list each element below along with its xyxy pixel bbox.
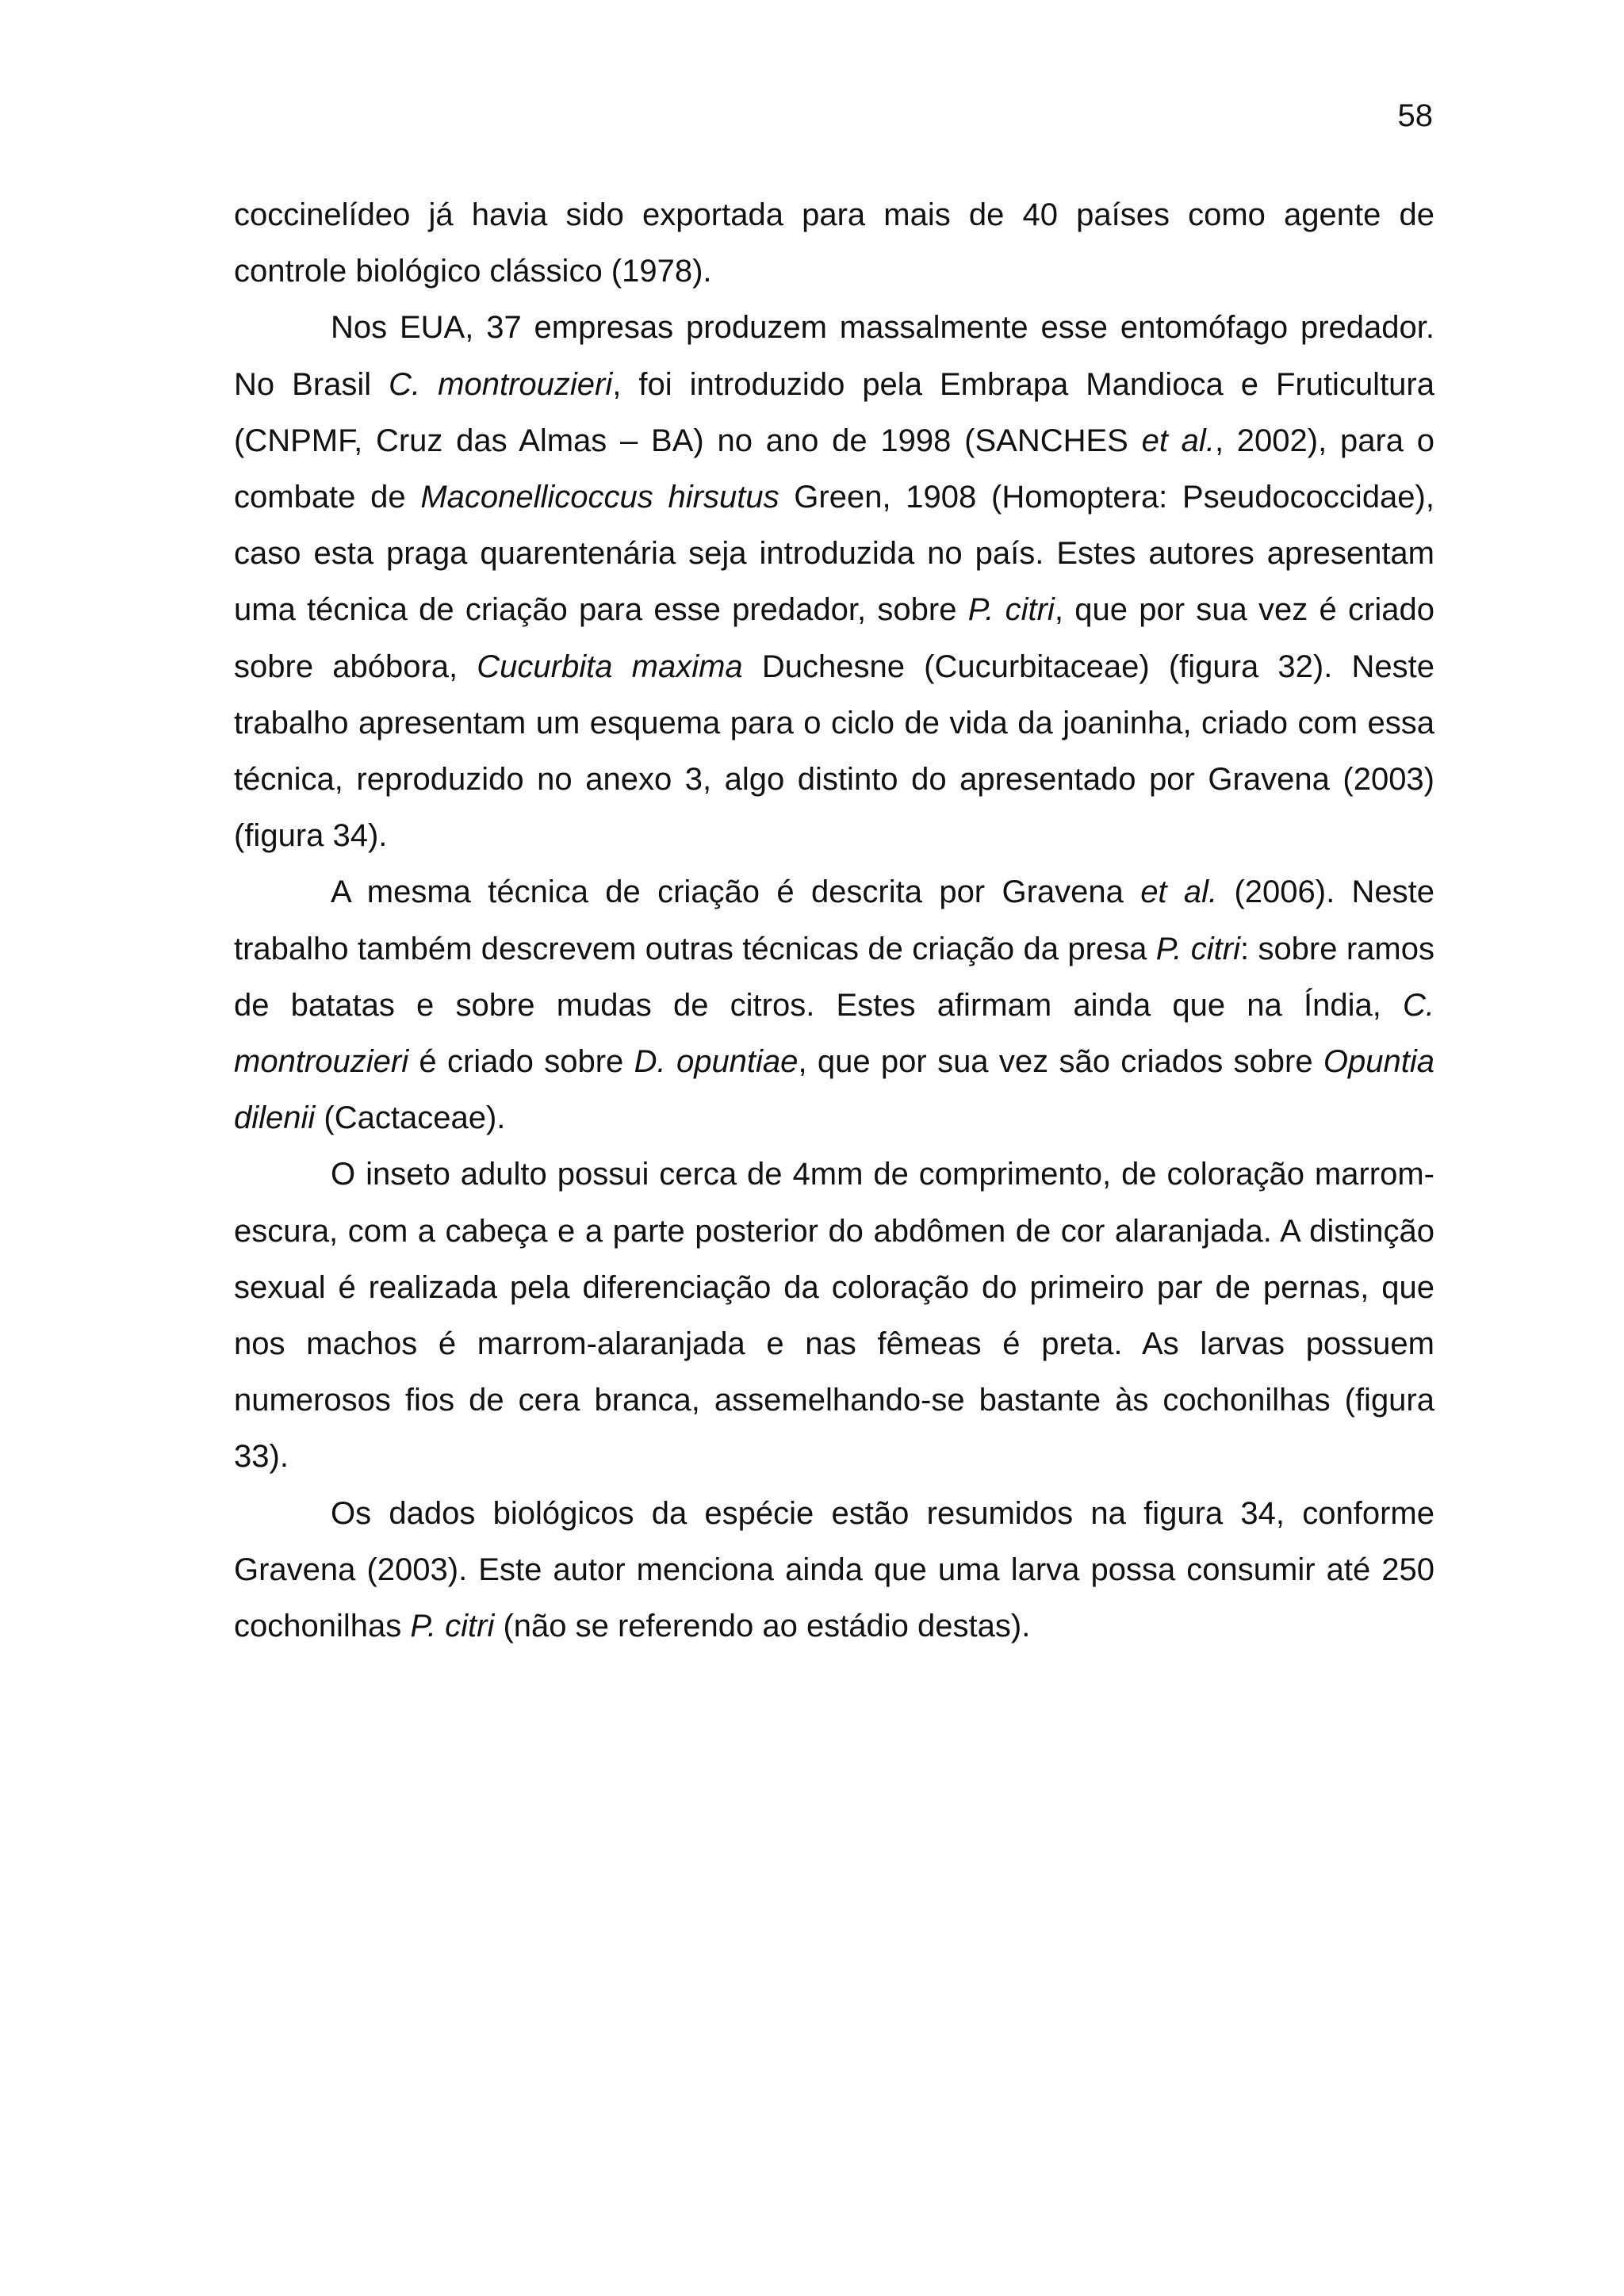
text-segment: (não se referendo ao estádio destas).: [494, 1609, 1031, 1644]
text-segment: Os dados biológicos da espécie estão resumidos na figura 34, conforme Gravena (2003). Este autor menciona ainda que uma larva possa consumir até 250 cochonilhas: [234, 1495, 1434, 1644]
text-segment: (2006). Neste trabalho também descrevem outras técnicas de criação da presa: [234, 874, 1434, 966]
paragraph: [234, 187, 1434, 300]
italic-term: et al.: [1141, 423, 1215, 458]
paragraph: [234, 300, 1434, 864]
italic-term: P. citri: [1155, 931, 1240, 966]
italic-term: Cucurbita maxima: [477, 649, 743, 684]
paragraph: [234, 1486, 1434, 1655]
italic-term: D. opuntiae: [634, 1044, 799, 1080]
text-segment: , que por sua vez são criados sobre: [798, 1044, 1323, 1080]
italic-term: P. citri: [410, 1609, 495, 1644]
text-segment: Nos EUA, 37 empresas produzem massalmente esse entomófago predador. No Brasil: [234, 310, 1434, 402]
body-text: [234, 187, 1434, 1655]
italic-term: Opuntia dilenii: [234, 1044, 1435, 1136]
text-segment: , 2002), para o combate de: [234, 423, 1435, 515]
text-segment: coccinelídeo já havia sido exportada para mais de 40 países como agente de controle biológico clássico (1978).: [234, 197, 1434, 289]
text-segment: : sobre ramos de batatas e sobre mudas de citros. Estes afirmam ainda que na Índia,: [234, 931, 1434, 1023]
text-segment: , que por sua vez é criado sobre abóbora,: [234, 592, 1434, 684]
text-segment: Duchesne (Cucurbitaceae) (figura 32). Neste trabalho apresentam um esquema para o ciclo de vida da joaninha, criado com essa técnica, reproduzido no anexo 3, algo distinto do apresentado por Gravena (2003) (figura 34).: [234, 649, 1434, 854]
italic-term: et al.: [1140, 874, 1218, 910]
page-number: 58: [1397, 98, 1433, 133]
italic-term: C. montrouzieri: [234, 987, 1434, 1080]
text-segment: O inseto adulto possui cerca de 4mm de comprimento, de coloração marrom-escura, com a cabeça e a parte posterior do abdômen de cor alaranjada. A distinção sexual é realizada pela diferenciação da coloração do primeiro par de pernas, que nos machos é marrom-alaranjada e nas fêmeas é preta. As larvas possuem numerosos fios de cera branca, assemelhando-se bastante às cochonilhas (figura 33).: [234, 1157, 1434, 1475]
paragraph: [234, 864, 1434, 1146]
text-segment: , foi introduzido pela Embrapa Mandioca e Fruticultura (CNPMF, Cruz das Almas – BA) no ano de 1998 (SANCHES: [234, 366, 1434, 458]
text-segment: (Cactaceae).: [315, 1100, 506, 1136]
text-segment: é criado sobre: [408, 1044, 634, 1080]
text-segment: Green, 1908 (Homoptera: Pseudococcidae), caso esta praga quarentenária seja introduzida no país. Estes autores apresentam uma técnica de criação para esse predador, sobre: [234, 480, 1434, 628]
text-segment: A mesma técnica de criação é descrita por Gravena: [331, 874, 1141, 910]
italic-term: C. montrouzieri: [389, 366, 613, 402]
paragraph: [234, 1146, 1434, 1485]
italic-term: Maconellicoccus hirsutus: [420, 480, 779, 515]
italic-term: P. citri: [967, 592, 1055, 628]
